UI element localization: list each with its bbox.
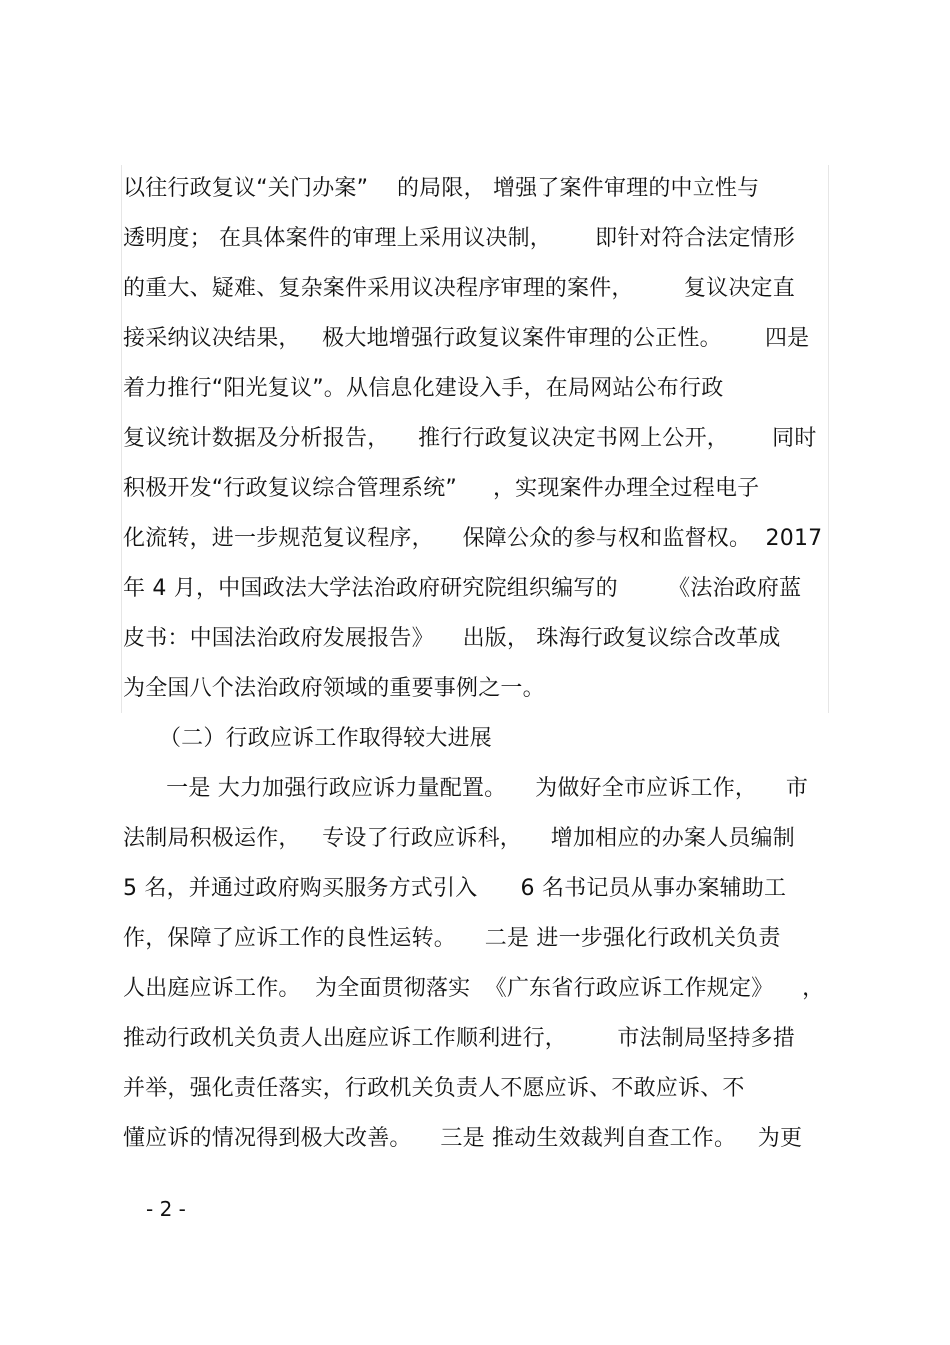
text-line: 着力推行“阳光复议”。从信息化建设入手，在局网站公布行政 xyxy=(123,376,724,401)
text-line: 的重大、疑难、复杂案件采用议决程序审理的案件， 复议决定直 xyxy=(123,276,795,301)
text-line: 积极开发“行政复议综合管理系统” ，实现案件办理全过程电子 xyxy=(123,476,760,501)
text-line: 懂应诉的情况得到极大改善。 三是 推动生效裁判自查工作。 为更 xyxy=(123,1126,803,1151)
text-line: 以往行政复议“关门办案” 的局限， 增强了案件审理的中立性与 xyxy=(123,176,760,201)
section-heading: （二）行政应诉工作取得较大进展 xyxy=(123,726,492,751)
text-line: 化流转，进一步规范复议程序， 保障公众的参与权和监督权。 2017 xyxy=(123,526,823,551)
page-number: - 2 - xyxy=(146,1197,186,1221)
text-line: 5 名，并通过政府购买服务方式引入 6 名书记员从事办案辅助工 xyxy=(123,876,787,901)
text-line: 并举，强化责任落实，行政机关负责人不愿应诉、不敢应诉、不 xyxy=(123,1076,745,1101)
right-margin-rule xyxy=(828,165,829,713)
text-line: 作，保障了应诉工作的良性运转。 二是 进一步强化行政机关负责 xyxy=(123,926,781,951)
left-margin-rule xyxy=(121,165,122,713)
text-line: 推动行政机关负责人出庭应诉工作顺利进行， 市法制局坚持多措 xyxy=(123,1026,795,1051)
text-line: 复议统计数据及分析报告， 推行行政复议决定书网上公开， 同时 xyxy=(123,426,817,451)
text-line: 为全国八个法治政府领域的重要事例之一。 xyxy=(123,676,545,701)
text-line: 人出庭应诉工作。 为全面贯彻落实 《广东省行政应诉工作规定》 ， xyxy=(123,976,825,1001)
text-line: 一是 大力加强行政应诉力量配置。 为做好全市应诉工作， 市 xyxy=(123,776,809,801)
text-line: 法制局积极运作， 专设了行政应诉科， 增加相应的办案人员编制 xyxy=(123,826,795,851)
text-line: 年 4 月，中国政法大学法治政府研究院组织编写的 《法治政府蓝 xyxy=(123,576,802,601)
text-line: 皮书：中国法治政府发展报告》 出版， 珠海行政复议综合改革成 xyxy=(123,626,781,651)
text-line: 透明度； 在具体案件的审理上采用议决制， 即针对符合法定情形 xyxy=(123,226,795,251)
text-line: 接采纳议决结果， 极大地增强行政复议案件审理的公正性。 四是 xyxy=(123,326,810,351)
